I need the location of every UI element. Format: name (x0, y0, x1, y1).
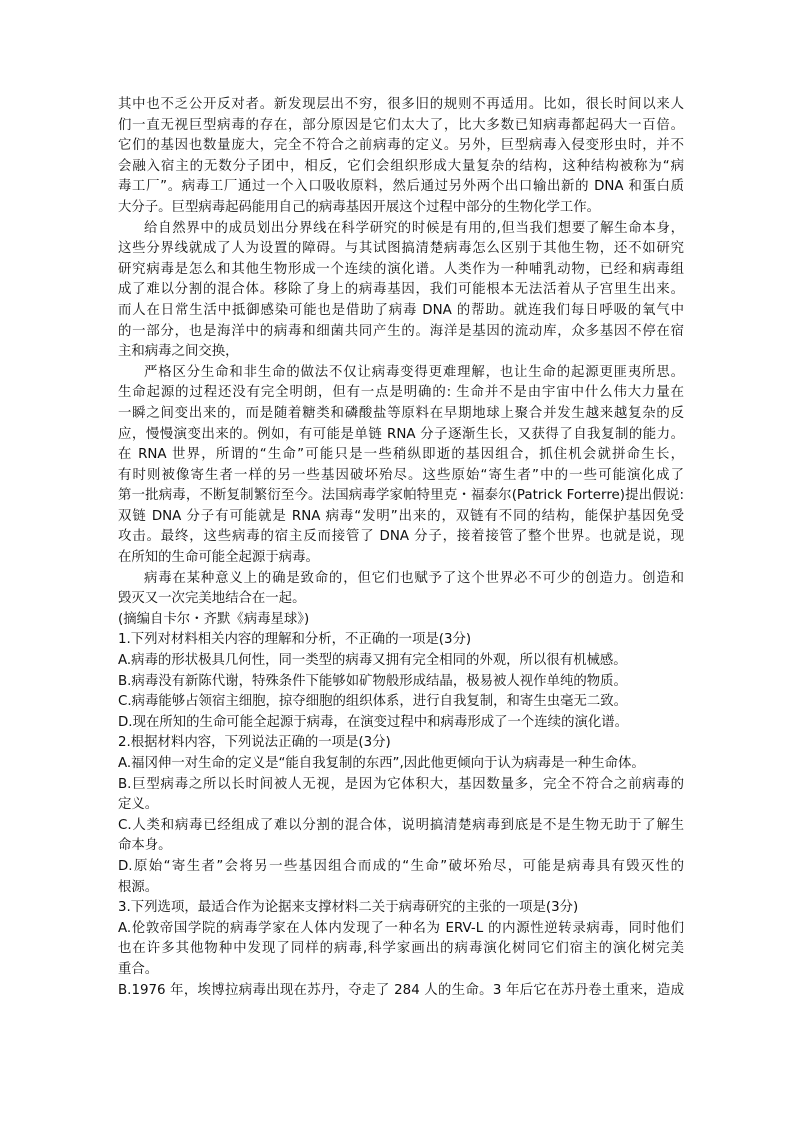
question-stem: 3.下列选项，最适合作为论据来支撑材料二关于病毒研究的主张的一项是(3分) (118, 900, 579, 916)
answer-option[interactable] (118, 672, 684, 693)
paragraph-line: 会融入宿主的无数分子团中，相反，它们会组织形成大量复杂的结构，这种结构被称为“病 (118, 158, 684, 174)
answer-option-line: 定义。 (118, 797, 159, 813)
question (118, 630, 684, 733)
answer-option-line: B.1976 年，埃博拉病毒出现在苏丹，夺走了 284 人的生命。3 年后它在苏丹卷土重来，造成 (118, 982, 684, 998)
answer-option[interactable] (118, 692, 684, 713)
answer-option-line: D.现在所知的生命可能全起源于病毒，在演变过程中和病毒形成了一个连续的演化谱。 (118, 714, 629, 730)
answer-option[interactable] (118, 919, 684, 981)
answer-option-line: 也在许多其他物种中发现了同样的病毒,科学家画出的病毒演化树同它们宿主的演化树完美 (118, 941, 684, 957)
paragraph-line: 研究病毒是怎么和其他生物形成一个连续的演化谱。人类作为一种哺乳动物，已经和病毒组 (118, 261, 684, 277)
question (118, 733, 684, 898)
paragraph-line: 主和病毒之间交换， (118, 344, 239, 360)
answer-option-line: A.病毒的形状极具几何性，同一类型的病毒又拥有完全相同的外观，所以很有机械感。 (118, 653, 627, 669)
answer-option-line: A.福冈伸一对生命的定义是“能自我复制的东西”,因此他更倾向于认为病毒是一种生命体。 (118, 756, 645, 771)
answer-option[interactable] (118, 754, 684, 775)
question-stem: 2.根据材料内容，下列说法正确的一项是(3分) (118, 735, 391, 751)
paragraph-line: 应，慢慢演变出来的。例如，有可能是单链 RNA 分子逐渐生长，又获得了自我复制的能力。 (118, 426, 684, 442)
answer-option[interactable] (118, 651, 684, 672)
paragraph-line: 在所知的生命可能全起源于病毒。 (118, 550, 319, 566)
paragraph (118, 569, 684, 610)
paragraph-line: 双链 DNA 分子有可能就是 RNA 病毒“发明”出来的，双链有不同的结构，能保护基因免受 (118, 508, 684, 524)
paragraph-line: 给自然界中的成员划出分界线在科学研究的时候是有用的,但当我们想要了解生命本身， (144, 220, 684, 236)
paragraph-line: 它们的基因也数量庞大，完全不符合之前病毒的定义。另外，巨型病毒入侵变形虫时，并不 (118, 138, 684, 154)
paragraph (118, 363, 684, 569)
paragraph-line: 毁灭又一次完美地结合在一起。 (118, 591, 306, 607)
paragraph-line: 们一直无视巨型病毒的存在，部分原因是它们太大了，比大多数已知病毒都起码大一百倍。 (118, 117, 684, 133)
paragraph-line: 大分子。巨型病毒起码能用自己的病毒基因开展这个过程中部分的生物化学工作。 (118, 199, 601, 215)
paragraph-line: 成了难以分割的混合体。移除了身上的病毒基因，我们可能根本无法活着从子宫里生出来。 (118, 282, 684, 298)
paragraph-line: 严格区分生命和非生命的做法不仅让病毒变得更难理解，也让生命的起源更匪夷所思。 (144, 364, 684, 380)
answer-option-line: C.人类和病毒已经组成了难以分割的混合体，说明搞清楚病毒到底是不是生物无助于了解生 (118, 817, 684, 833)
passage-source: (摘编自卡尔・齐默《病毒星球》) (118, 611, 310, 627)
paragraph-line: 其中也不乏公开反对者。新发现层出不穷，很多旧的规则不再适用。比如，很长时间以来人 (118, 97, 684, 112)
answer-option[interactable] (118, 713, 684, 734)
paragraph (118, 95, 684, 219)
answer-option-line: A.伦敦帝国学院的病毒学家在人体内发现了一种名为 ERV-L 的内源性逆转录病毒，同时他们 (118, 920, 684, 936)
answer-option-line: 命本身。 (118, 838, 172, 854)
paragraph-line: 而人在日常生活中抵御感染可能也是借助了病毒 DNA 的帮助。就连我们每日呼吸的氧气中 (118, 302, 684, 318)
answer-option[interactable] (118, 857, 684, 898)
answer-option-line: B.病毒没有新陈代谢，特殊条件下能够如矿物般形成结晶，极易被人视作单纯的物质。 (118, 673, 627, 689)
answer-option[interactable] (118, 981, 684, 1002)
paragraph-line: 生命起源的过程还没有完全明朗，但有一点是明确的: 生命并不是由宇宙中什么伟大力量在 (118, 385, 684, 401)
document-body (118, 95, 684, 1001)
answer-option-line: 重合。 (118, 961, 159, 977)
paragraph-line: 一瞬之间变出来的，而是随着糖类和磷酸盐等原料在早期地球上聚合并发生越来越复杂的反 (118, 405, 684, 421)
paragraph-line: 攻击。最终，这些病毒的宿主反而接管了 DNA 分子，接着接管了整个世界。也就是说，现 (118, 529, 684, 545)
question-list (118, 630, 684, 1001)
answer-option-line: 根源。 (118, 879, 159, 895)
answer-option[interactable] (118, 816, 684, 857)
answer-option-line: C.病毒能够占领宿主细胞，掠夺细胞的组织体系，进行自我复制，和寄生虫毫无二致。 (118, 694, 628, 710)
answer-option-line: B.巨型病毒之所以长时间被人无视，是因为它体积大，基因数量多，完全不符合之前病毒的 (118, 776, 684, 792)
answer-option[interactable] (118, 775, 684, 816)
paragraph-line: 有时则被像寄生者一样的另一些基因破坏殆尽。这些原始“寄生者”中的一些可能演化成了 (118, 467, 684, 483)
question-stem: 1.下列对材料相关内容的理解和分析，不正确的一项是(3分) (118, 632, 472, 648)
passage (118, 95, 684, 610)
paragraph-line: 这些分界线就成了人为设置的障碍。与其试图搞清楚病毒怎么区别于其他生物，还不如研究 (118, 241, 684, 257)
question (118, 898, 684, 1001)
paragraph-line: 在 RNA 世界，所谓的“生命”可能只是一些稍纵即逝的基因组合，抓住机会就拼命生长， (118, 447, 684, 463)
paragraph-line: 第一批病毒，不断复制繁衍至今。法国病毒学家帕特里克・福泰尔(Patrick Forterre)提出假说: (118, 488, 684, 504)
paragraph (118, 219, 684, 363)
paragraph-line: 毒工厂”。病毒工厂通过一个入口吸收原料，然后通过另外两个出口输出新的 DNA 和蛋白质 (118, 179, 684, 195)
answer-option-line: D.原始“寄生者”会将另一些基因组合而成的“生命”破坏殆尽，可能是病毒具有毁灭性的 (118, 858, 684, 874)
paragraph-line: 病毒在某种意义上的确是致命的，但它们也赋予了这个世界必不可少的创造力。创造和 (144, 570, 684, 586)
paragraph-line: 的一部分，也是海洋中的病毒和细菌共同产生的。海洋是基因的流动库，众多基因不停在宿 (118, 323, 684, 339)
